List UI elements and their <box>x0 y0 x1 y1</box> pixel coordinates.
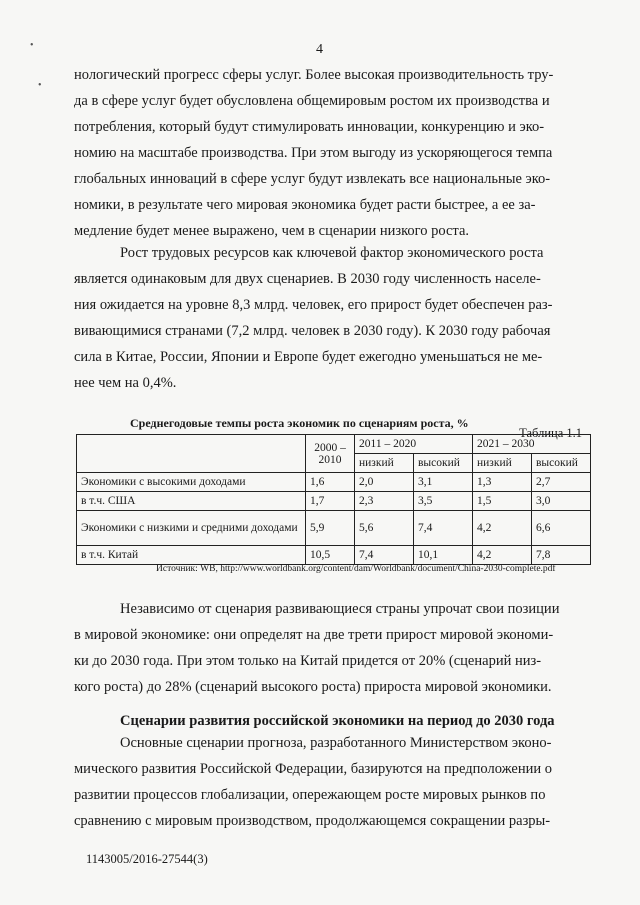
cell: 4,2 <box>473 511 532 546</box>
header-high: высокий <box>532 454 591 473</box>
header-low: низкий <box>473 454 532 473</box>
cell: 2,3 <box>355 492 414 511</box>
table-row <box>77 511 591 546</box>
text-line: развитии процессов глобализации, опережающем росте мировых рынков по <box>74 787 546 803</box>
section-heading: Сценарии развития российской экономики на период до 2030 года <box>120 713 555 729</box>
cell: 4,2 <box>473 546 532 565</box>
text-line: нологический прогресс сферы услуг. Более высокая производительность тру- <box>74 67 554 83</box>
growth-table <box>76 434 591 565</box>
cell: 5,9 <box>306 511 355 546</box>
scan-speck: • <box>30 40 34 51</box>
row-name: Экономики с низкими и средними доходами <box>77 511 306 546</box>
text-line: нее чем на 0,4%. <box>74 375 177 391</box>
header-period-2021-2030: 2021 – 2030 <box>473 435 591 454</box>
table-header-empty <box>77 435 306 473</box>
text-line: Основные сценарии прогноза, разработанного Министерством эконо- <box>120 735 552 751</box>
text-line: кого роста) до 28% (сценарий высокого роста) прироста мировой экономики. <box>74 679 552 695</box>
text-line: вивающимися странами (7,2 млрд. человек в 2030 году). К 2030 году рабочая <box>74 323 551 339</box>
text-line: да в сфере услуг будет обусловлена общемировым ростом их производства и <box>74 93 550 109</box>
cell: 5,6 <box>355 511 414 546</box>
cell: 1,5 <box>473 492 532 511</box>
header-low: низкий <box>355 454 414 473</box>
cell: 3,0 <box>532 492 591 511</box>
table-row <box>77 473 591 492</box>
paragraph-2 <box>74 240 574 396</box>
cell: 1,6 <box>306 473 355 492</box>
text-line: медление будет менее выражено, чем в сценарии низкого роста. <box>74 223 470 239</box>
text-line: глобальных инноваций в сфере услуг будут извлекать все национальные эко- <box>74 171 551 187</box>
text-line: ния ожидается на уровне 8,3 млрд. человек, его прирост будет обеспечен раз- <box>74 297 553 313</box>
cell: 3,1 <box>414 473 473 492</box>
text-line: сравнению с мировым производством, продолжающемся сокращении разры- <box>74 813 551 829</box>
table-label: Таблица 1.1 <box>519 426 582 440</box>
cell: 1,3 <box>473 473 532 492</box>
row-name: в т.ч. США <box>77 492 306 511</box>
row-name: Экономики с высокими доходами <box>77 473 306 492</box>
text-line: потребления, который будут стимулировать инновации, конкуренцию и эко- <box>74 119 545 135</box>
text-line: номики, в результате чего мировая экономика будет расти быстрее, а ее за- <box>74 197 536 213</box>
cell: 3,5 <box>414 492 473 511</box>
text-line: является одинаковым для двух сценариев. В 2030 году численность населе- <box>74 271 541 287</box>
cell: 2,7 <box>532 473 591 492</box>
text-line: номию на масштабе производства. При этом выгоду из ускоряющегося темпа <box>74 145 553 161</box>
cell: 7,4 <box>355 546 414 565</box>
cell: 10,5 <box>306 546 355 565</box>
cell: 1,7 <box>306 492 355 511</box>
page-number: 4 <box>316 42 323 57</box>
text-line: Рост трудовых ресурсов как ключевой фактор экономического роста <box>120 245 544 261</box>
text-line: мического развития Российской Федерации, базируются на предположении о <box>74 761 553 777</box>
document-footer-id: 1143005/2016-27544(3) <box>86 852 208 866</box>
table-header-row <box>77 435 591 454</box>
cell: 10,1 <box>414 546 473 565</box>
row-name: в т.ч. Китай <box>77 546 306 565</box>
table-row <box>77 546 591 565</box>
header-period-2011-2020: 2011 – 2020 <box>355 435 473 454</box>
cell: 7,8 <box>532 546 591 565</box>
text-line: в мировой экономике: они определят на две трети прирост мировой экономи- <box>74 627 554 643</box>
text-line: ки до 2030 года. При этом только на Китай придется от 20% (сценарий низ- <box>74 653 542 669</box>
text-line: сила в Китае, России, Японии и Европе будет ежегодно уменьшаться не ме- <box>74 349 543 365</box>
cell: 2,0 <box>355 473 414 492</box>
paragraph-1 <box>74 62 574 244</box>
table-source: Источник: WB, http://www.worldbank.org/content/dam/Worldbank/document/China-2030-complete.pdf <box>156 564 556 574</box>
cell: 6,6 <box>532 511 591 546</box>
header-high: высокий <box>414 454 473 473</box>
table-row <box>77 492 591 511</box>
cell: 7,4 <box>414 511 473 546</box>
paragraph-3 <box>74 596 574 700</box>
paragraph-4 <box>74 730 574 834</box>
header-period-2000-2010: 2000 – 2010 <box>306 435 355 473</box>
text-line: Независимо от сценария развивающиеся страны упрочат свои позиции <box>120 601 560 617</box>
table-title: Среднегодовые темпы роста экономик по сценариям роста, % <box>130 416 469 430</box>
scan-speck: • <box>38 80 42 91</box>
